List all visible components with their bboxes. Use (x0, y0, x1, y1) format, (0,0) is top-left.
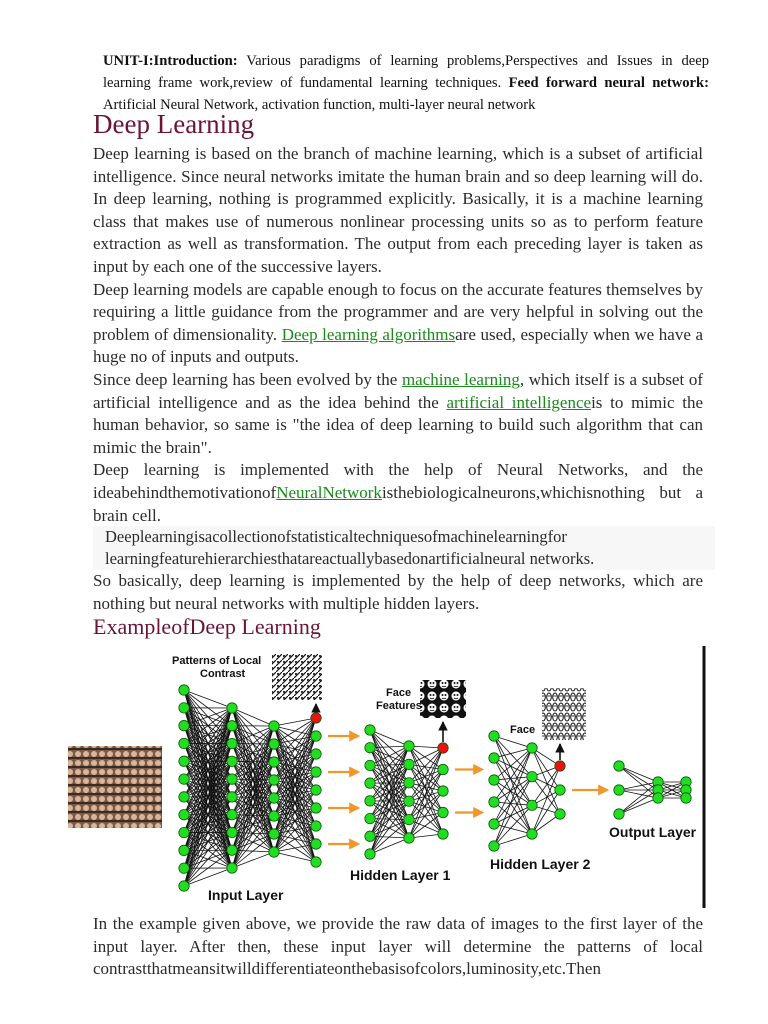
neuron-node (179, 774, 189, 784)
network-edge (494, 805, 532, 824)
neuron-node (227, 792, 237, 802)
neuron-node (438, 786, 448, 796)
neuron-node (365, 778, 375, 788)
neuron-node (404, 759, 414, 769)
neuron-node (489, 841, 499, 851)
paragraph-3 (93, 369, 703, 459)
output-neuron (681, 793, 691, 803)
neuron-node (555, 785, 565, 795)
paragraph-2 (93, 279, 703, 369)
neuron-node (438, 829, 448, 839)
neuron-node (555, 809, 565, 819)
definition-quote (93, 526, 715, 570)
neuron-node (614, 785, 624, 795)
ff-text: Artificial Neural Network, activation function, multi-layer neural network (103, 97, 536, 113)
network-edges (184, 690, 686, 886)
paragraph-1: Deep learning is based on the branch of machine learning, which is a subset of artificial intelligence. Since neural networks imitate the human brain and so deep learning will do. In deep learning, nothing is programmed explicitly. Basically, it is a machine learning class that makes use of numerous nonlinear processing units so as to perform feature extraction as well as transformation. The output from each preceding layer is taken as input by each one of the successive layers. (93, 144, 703, 276)
neuron-node (179, 738, 189, 748)
neuron-node (179, 792, 189, 802)
label-output-layer: Output Layer (609, 824, 697, 840)
neuron-node (311, 839, 321, 849)
deep-learning-diagram (66, 642, 710, 912)
label-input-layer: Input Layer (208, 887, 284, 903)
paragraph-6: In the example given above, we provide the raw data of images to the first layer of the input layer. After then, these input layer will determine the patterns of local contrastthatmeansitwilldifferentiateonthebasisofcolors,luminosity,etc.Then (93, 914, 703, 979)
neuron-node (614, 761, 624, 771)
paragraph-2-b: are used, especially when we have a huge no of inputs and outputs. (93, 324, 703, 367)
neuron-node (227, 863, 237, 873)
neuron-node (311, 803, 321, 813)
neuron-node (404, 796, 414, 806)
neuron-node (227, 774, 237, 784)
neuron-node (311, 731, 321, 741)
neuron-node (527, 800, 537, 810)
neuron-node (489, 731, 499, 741)
neuron-node (227, 738, 237, 748)
neuron-node (527, 771, 537, 781)
label-local-contrast-2: Contrast (200, 668, 246, 680)
neuron-node (269, 829, 279, 839)
paragraph-4-a: Deep learning is implemented with the help of Neural Networks, and the ideabehindthemotivationof (93, 460, 703, 502)
link-artificial-intelligence[interactable]: artificial intelligence (446, 392, 592, 412)
network-edge (619, 798, 658, 814)
faces-image (542, 688, 586, 740)
neuron-node (489, 775, 499, 785)
neuron-node (179, 703, 189, 713)
quote-line-2: learningfeaturehierarchiesthatareactuallybasedonartificialneural networks. (105, 549, 595, 568)
link-machine-learning[interactable]: machine learning (401, 369, 520, 389)
network-edge (619, 782, 658, 814)
neuron-node (365, 796, 375, 806)
network-edge (494, 802, 532, 805)
body-section-3 (93, 913, 703, 981)
neuron-node (311, 767, 321, 777)
page-title: Deep Learning (93, 109, 255, 139)
neuron-node (269, 721, 279, 731)
label-hidden-layer-2: Hidden Layer 2 (490, 856, 591, 872)
neuron-node (227, 827, 237, 837)
paragraph-3-c: is to mimic the human behavior, so same is "the idea of deep learning to build such algorithm that can mimic the brain". (93, 392, 703, 457)
neuron-node (438, 764, 448, 774)
neuron-node (527, 743, 537, 753)
neuron-node (179, 810, 189, 820)
neuron-node (404, 741, 414, 751)
neuron-node (227, 845, 237, 855)
neuron-node (269, 793, 279, 803)
neuron-node (227, 809, 237, 819)
paragraph-3-b: , which itself is a subset of artificial intelligence and as the idea behind the (93, 369, 703, 412)
network-edge (184, 726, 232, 886)
network-edge (274, 852, 316, 862)
neuron-node (179, 827, 189, 837)
neuron-node (311, 857, 321, 867)
neuron-node (179, 685, 189, 695)
neuron-node (365, 760, 375, 770)
neuron-node (311, 749, 321, 759)
label-face-features-1: Face (386, 687, 412, 699)
network-edge (494, 758, 532, 777)
paragraph-5: So basically, deep learning is implemented by the help of deep networks, which are nothing but neural networks with multiple hidden layers. (93, 571, 703, 613)
network-edge (494, 748, 532, 824)
paragraph-4 (93, 459, 703, 527)
active-neuron (438, 743, 448, 753)
unit-label: UNIT-I:Introduction: (103, 53, 238, 69)
neuron-node (227, 756, 237, 766)
neuron-node (365, 725, 375, 735)
label-face: Face (510, 724, 536, 736)
unit-header (103, 50, 709, 116)
neuron-node (179, 720, 189, 730)
ff-label: Feed forward neural network: (508, 75, 709, 91)
unit-text: Various paradigms of learning problems,Perspectives and Issues in deep learning frame work,review of fundamental learning techniques. (103, 53, 709, 91)
link-deep-learning-algorithms[interactable]: Deep learning algorithms (281, 324, 456, 344)
neuron-node (489, 819, 499, 829)
neuron-node (227, 703, 237, 713)
face-photo-grid-image (68, 746, 162, 828)
neuron-node (614, 809, 624, 819)
neuron-node (365, 849, 375, 859)
neuron-node (311, 785, 321, 795)
paragraph-4-b: isthebiologicalneurons,whichisnothing but a brain cell. (93, 482, 703, 525)
quote-line-1: Deeplearningisacollectionofstatisticaltechniquesofmachinelearningfor (105, 527, 567, 546)
network-edge (494, 736, 532, 834)
neuron-node (404, 814, 414, 824)
paragraph-2-a: Deep learning models are capable enough to focus on the accurate features themselves by requiring a little guidance from the programmer and are very helpful in solving out the problem of dimensionality. (93, 279, 703, 344)
neuron-node (653, 793, 663, 803)
active-neuron (555, 761, 565, 771)
neuron-node (404, 833, 414, 843)
section-subtitle: ExampleofDeep Learning (93, 614, 321, 639)
neuron-node (365, 831, 375, 841)
neuron-node (365, 813, 375, 823)
neuron-node (438, 807, 448, 817)
neuron-node (269, 847, 279, 857)
neuron-node (311, 821, 321, 831)
link-neural-network[interactable]: NeuralNetwork (276, 482, 382, 502)
active-neuron (311, 713, 321, 723)
network-edge (494, 777, 532, 780)
neuron-node (179, 881, 189, 891)
neuron-node (227, 721, 237, 731)
neuron-node (404, 778, 414, 788)
network-edge (494, 748, 532, 846)
neuron-node (269, 757, 279, 767)
network-edge (619, 766, 658, 782)
neuron-node (489, 797, 499, 807)
label-hidden-layer-1: Hidden Layer 1 (350, 867, 451, 883)
neuron-node (179, 756, 189, 766)
neuron-node (269, 775, 279, 785)
label-face-features-2: Features (376, 700, 422, 712)
neuron-node (527, 829, 537, 839)
body-section (93, 143, 703, 527)
neuron-node (489, 753, 499, 763)
neuron-node (269, 811, 279, 821)
neuron-node (179, 863, 189, 873)
neuron-node (365, 743, 375, 753)
body-section-2 (93, 570, 703, 615)
face-features-image (420, 680, 466, 718)
local-contrast-image (272, 654, 322, 700)
paragraph-3-a: Since deep learning has been evolved by the (93, 369, 402, 389)
neuron-node (269, 739, 279, 749)
neuron-node (179, 845, 189, 855)
label-local-contrast-1: Patterns of Local (172, 655, 262, 667)
